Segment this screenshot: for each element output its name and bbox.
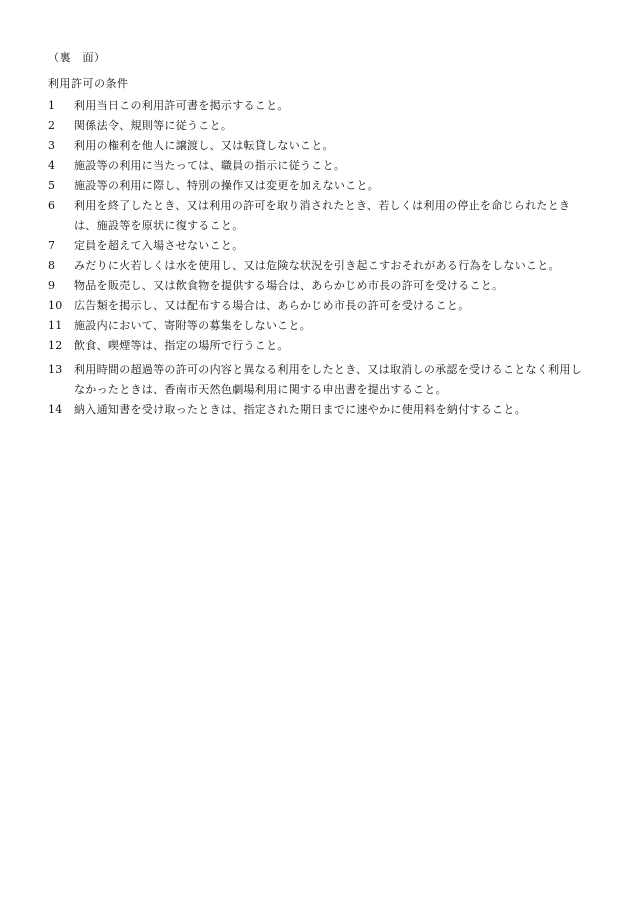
condition-number: 9 (48, 279, 56, 292)
condition-text: 利用時間の超過等の許可の内容と異なる利用をしたとき、又は取消しの承認を受けることなく利用しなかったときは、香南市天然色劇場利用に関する申出書を提出すること。 (74, 363, 583, 396)
condition-text: 施設等の利用に際し、特別の操作又は変更を加えないこと。 (74, 179, 380, 192)
condition-item (48, 400, 586, 420)
condition-item (48, 136, 586, 156)
condition-number: 1 (48, 99, 56, 112)
section-title: 利用許可の条件 (48, 77, 129, 90)
condition-text: 施設内において、寄附等の募集をしないこと。 (74, 319, 312, 332)
condition-text: 納入通知書を受け取ったときは、指定された期日までに速やかに使用料を納付すること。 (74, 403, 526, 416)
condition-text: 利用を終了したとき、又は利用の許可を取り消されたとき、若しくは利用の停止を命じられたときは、施設等を原状に復すること。 (74, 199, 571, 232)
condition-number: 5 (48, 179, 56, 192)
condition-item (48, 176, 586, 196)
condition-text: 利用の権利を他人に譲渡し、又は転貸しないこと。 (74, 139, 334, 152)
condition-number: 13 (48, 363, 63, 376)
condition-item (48, 296, 586, 316)
condition-item (48, 276, 586, 296)
condition-text: 利用当日この利用許可書を掲示すること。 (74, 99, 289, 112)
condition-number: 4 (48, 159, 56, 172)
condition-number: 10 (48, 299, 63, 312)
condition-text: みだりに火若しくは水を使用し、又は危険な状況を引き起こすおそれがある行為をしないこと。 (74, 259, 560, 272)
condition-item (48, 360, 586, 400)
condition-item (48, 156, 586, 176)
condition-number: 7 (48, 239, 56, 252)
page-side-label: （裏 面） (48, 51, 106, 64)
condition-item (48, 256, 586, 276)
condition-text: 関係法令、規則等に従うこと。 (74, 119, 233, 132)
condition-number: 11 (48, 319, 63, 332)
condition-text: 飲食、喫煙等は、指定の場所で行うこと。 (74, 339, 289, 352)
condition-text: 物品を販売し、又は飲食物を提供する場合は、あらかじめ市長の許可を受けること。 (74, 279, 504, 292)
condition-number: 3 (48, 139, 56, 152)
conditions-list (48, 96, 586, 420)
condition-number: 2 (48, 119, 56, 132)
condition-number: 8 (48, 259, 56, 272)
condition-text: 施設等の利用に当たっては、職員の指示に従うこと。 (74, 159, 346, 172)
condition-number: 12 (48, 339, 63, 352)
condition-item (48, 196, 586, 236)
condition-number: 6 (48, 199, 56, 212)
condition-item (48, 316, 586, 336)
condition-text: 広告類を掲示し、又は配布する場合は、あらかじめ市長の許可を受けること。 (74, 299, 470, 312)
condition-item (48, 96, 586, 116)
condition-text: 定員を超えて入場させないこと。 (74, 239, 244, 252)
condition-item (48, 236, 586, 256)
condition-item (48, 336, 586, 356)
condition-number: 14 (48, 403, 63, 416)
condition-item (48, 116, 586, 136)
